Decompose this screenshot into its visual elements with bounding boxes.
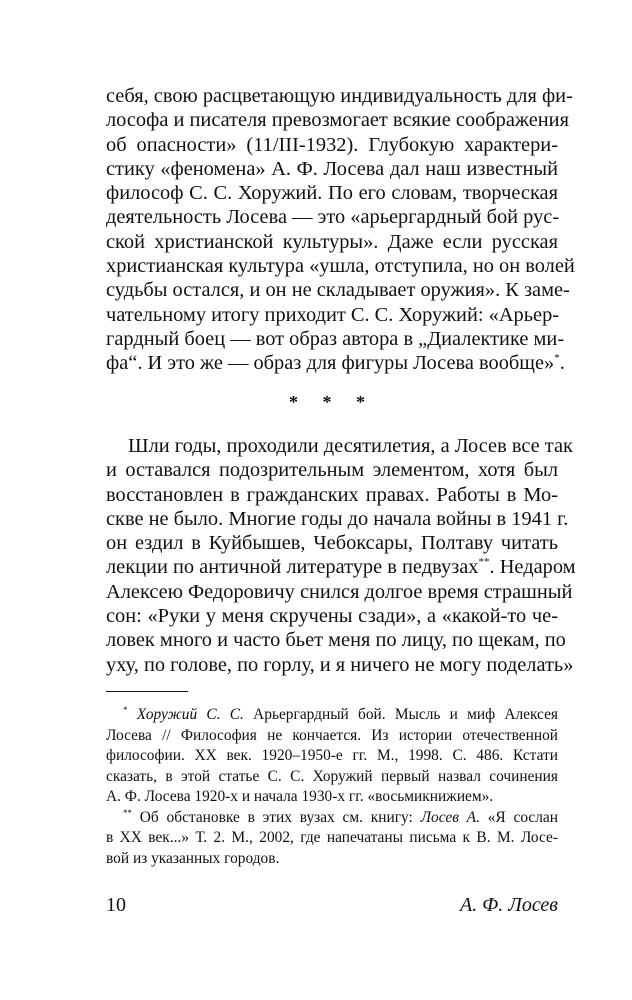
text-line: стику «феномена» А. Ф. Лосева дал наш известный [106,157,558,180]
text-line: он ездил в Куйбышев, Чебоксары, Полтаву читать [106,532,558,555]
footnote-ref-2[interactable]: ** [478,556,490,569]
text-line: ловек много и часто бьет меня по лицу, по щекам, по [106,629,566,652]
footnote-1-author: Хоружий С. С. [136,706,244,723]
text-line: христианская культура «ушла, отступила, но он волей [106,255,575,278]
text-line: философ С. С. Хоружий. По его словам, творческая [106,182,558,205]
text-line: сон: «Руки у меня скручены сзади», а «какой-то че- [106,605,558,628]
text-line-content: лекции по античной литературе в педвузах [106,556,479,579]
footnote-1-text: Арьергардный бой. Мысль и миф Алексея [243,706,558,723]
text-line: себя, свою расцветающую индивидуальность для фи- [106,85,573,107]
text-line: скве не было. Многие годы до начала войны в 1941 г. [106,507,569,530]
text-line: восстановлен в гражданских правах. Работы в Мо- [106,483,558,506]
text-line: гардный боец — вот образ автора в „Диалектике ми- [106,327,565,350]
section-break-asterism: * * * [289,392,375,412]
footnote-1-line [106,705,558,726]
text-line: деятельность Лосева — это «арьергардный бой рус- [106,206,560,229]
text-line: об опасности» (11/III-1932). Глубокую характери- [106,133,558,156]
text-line: и оставался подозрительным элементом, хотя был [106,459,558,482]
text-line: чательному итогу приходит С. С. Хоружий: «Арьер- [106,303,560,326]
footnote-2-text: «Я сослан [479,808,558,826]
footnote-2-author: Лосев А. [420,808,480,826]
footnote-separator [106,691,188,692]
text-line: судьбы остался, и он не складывает оружия». К заме- [106,279,570,302]
footnote-2-line: вой из указанных городов. [106,849,280,867]
footnote-ref-1[interactable]: * [554,352,560,365]
footnote-1-line: сказать, в этой статье С. С. Хоружий первый назвал сочинения [106,767,558,785]
text-line-content: . Недаром [489,556,576,579]
paragraph-2 [106,434,576,677]
text-line [106,555,576,579]
text-line: ской христианской культуры». Даже если русская [106,230,558,253]
footnote-2-text: Об обстановке в этих вузах см. книгу: [132,808,421,826]
footnote-2-line: в XX век...» Т. 2. М., 2002, где напечатаны письма к В. М. Лосе- [106,829,558,846]
footnote-1-mark: * [123,704,128,715]
footnote-2-mark: ** [123,807,132,818]
text-line: лософа и писателя превозмогает всякие соображения [106,109,569,132]
footnote-1-line: Лосева // Философия не кончается. Из истории отечественной [106,726,558,744]
text-line: фа“. И это же — образ для фигуры Лосева вообще»*. [106,352,565,375]
running-head: А. Ф. Лосев [459,894,558,916]
footnote-1-line: А. Ф. Лосева 1920-х и начала 1930-х гг. «восьмикнижием». [106,788,494,805]
text-line: Шли годы, проходили десятилетия, а Лосев все так [128,435,573,457]
text-line: Алексею Федоровичу снился долгое время страшный [106,580,573,603]
footnotes [106,705,558,869]
footnote-1-line: философии. XX век. 1920–1950-е гг. М., 1998. С. 486. Кстати [106,747,558,764]
paragraph-1 [106,84,575,376]
footnote-2-line [106,808,558,829]
text-line-content: фа“. И это же — образ для фигуры Лосева вообще» [106,352,555,375]
page-number: 10 [106,894,126,916]
text-line: уху, по голове, по горлу, и я ничего не могу поделать» [106,653,574,676]
